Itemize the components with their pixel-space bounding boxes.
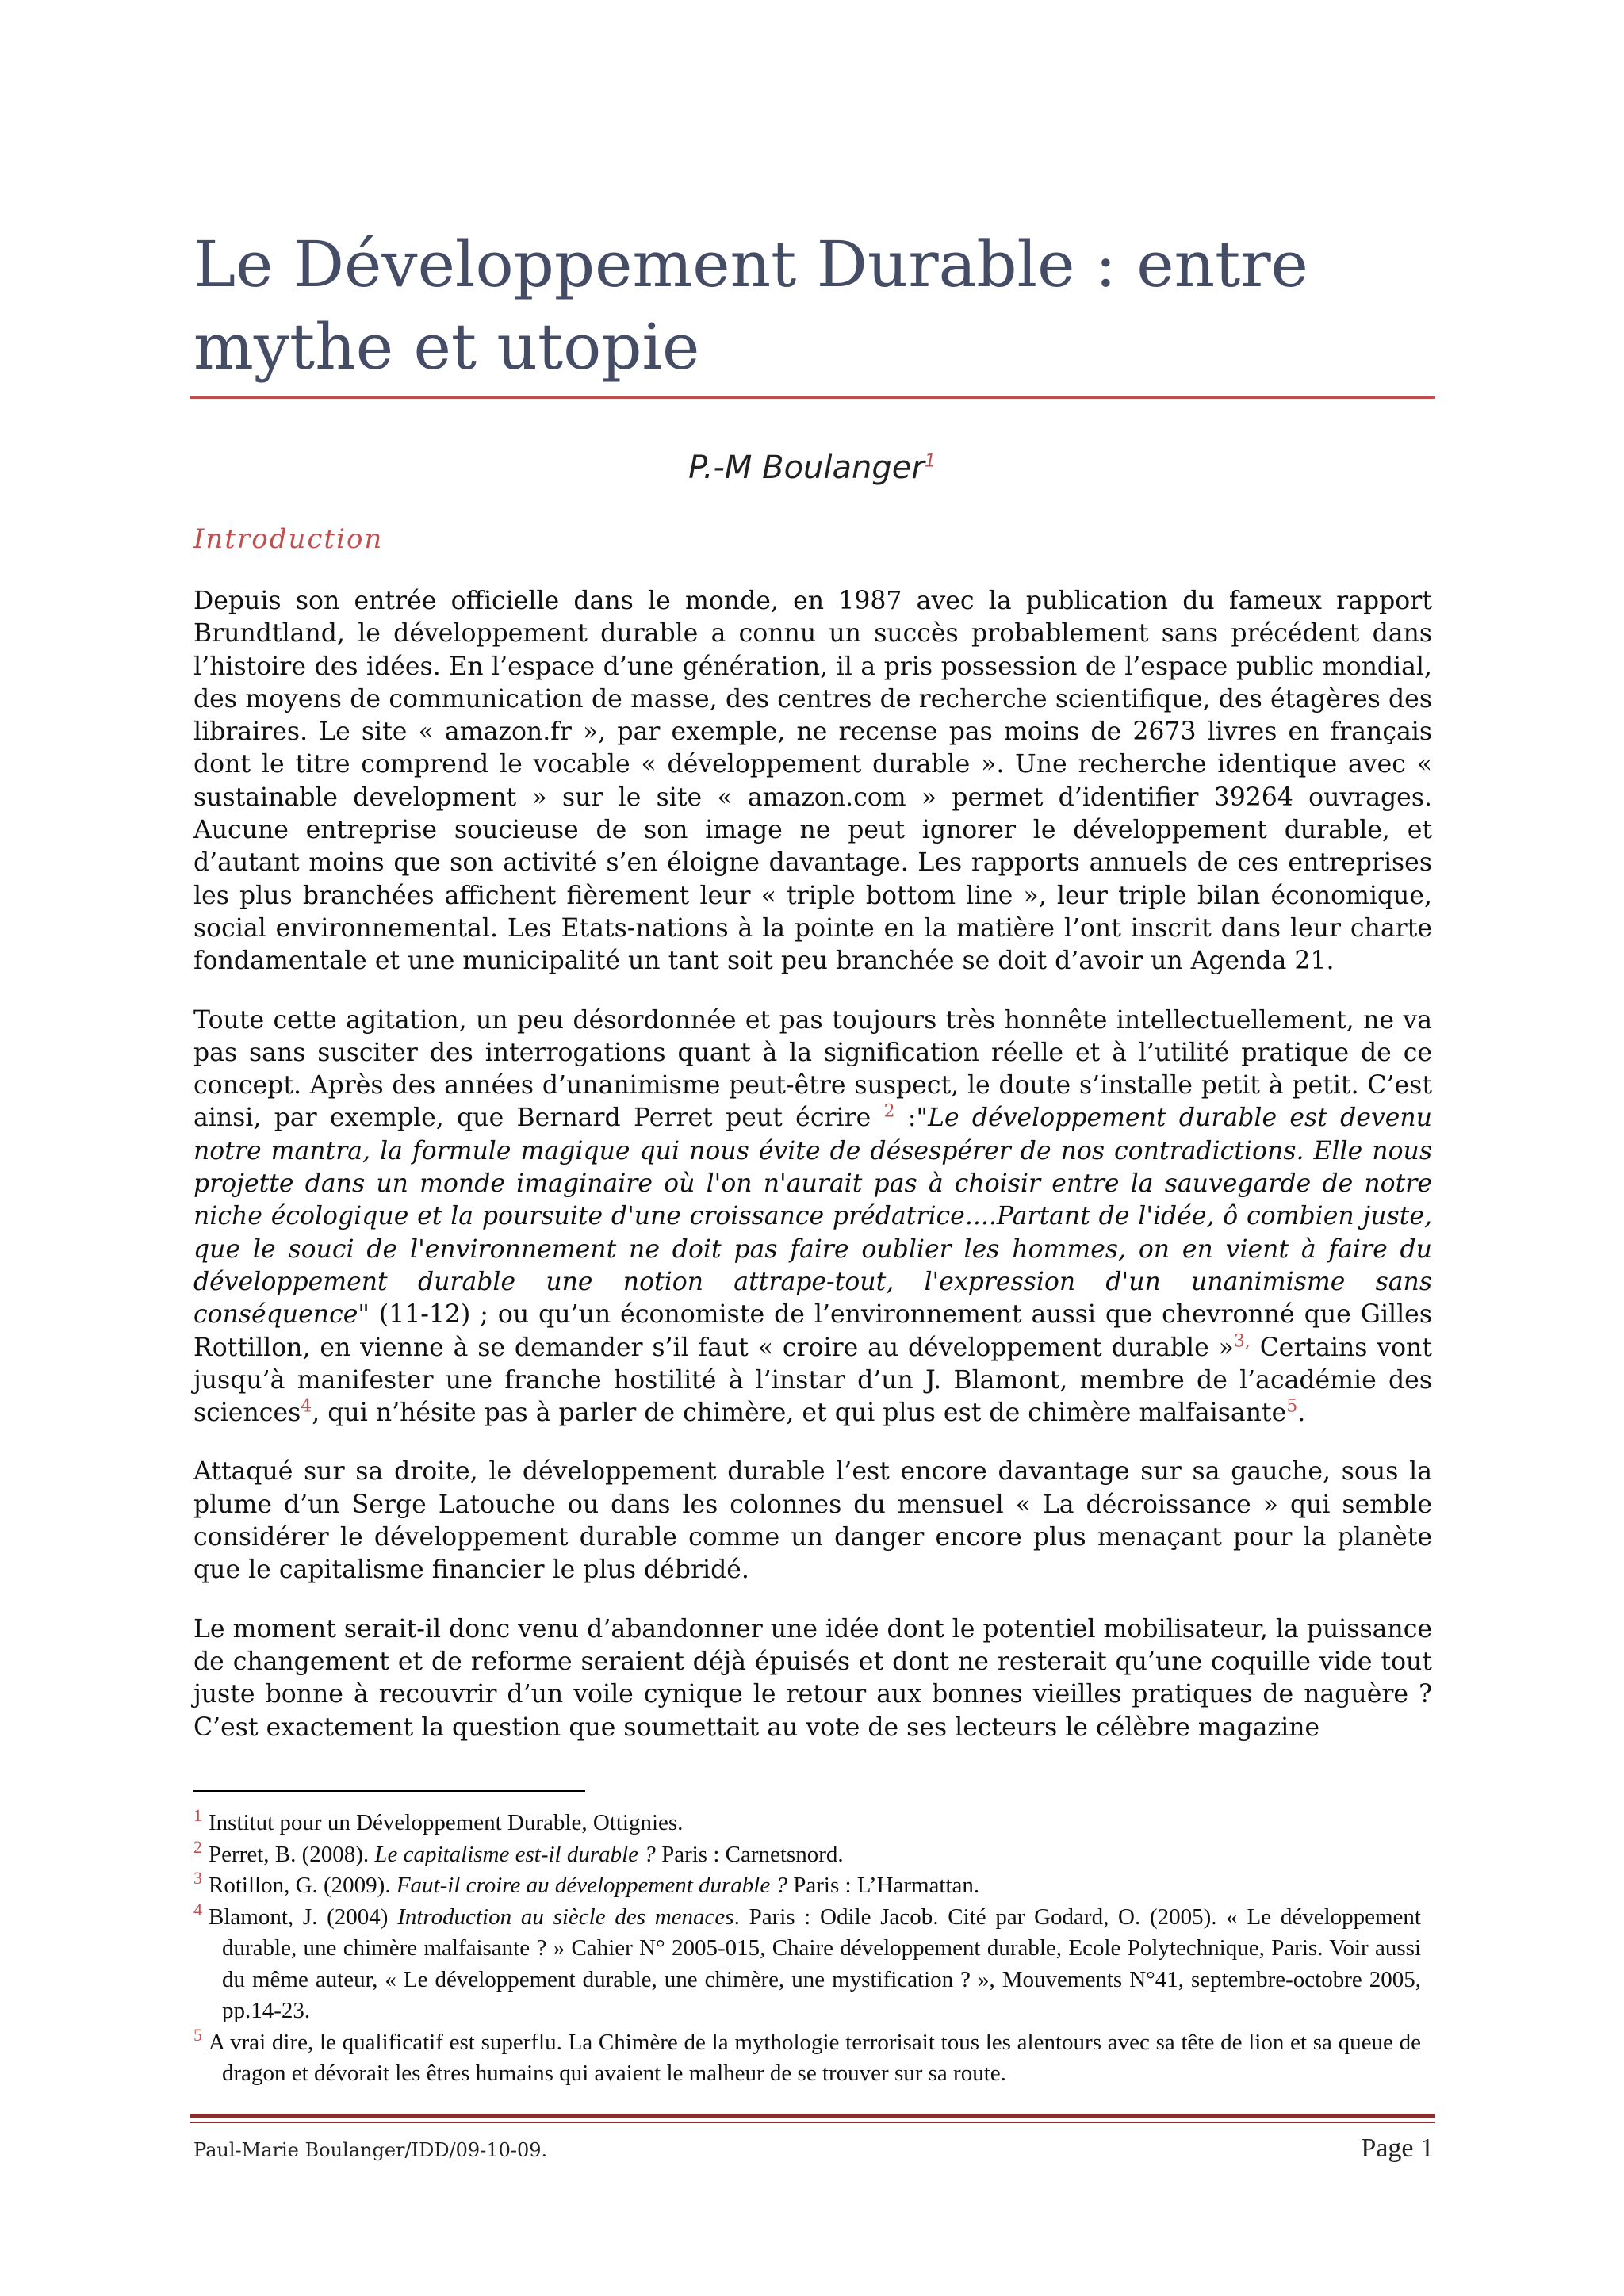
body-paragraph [193,1613,1432,1744]
footnote-ref[interactable]: 4 [301,1396,312,1417]
footer-rule-thin [190,2122,1435,2123]
text-run: Blamont, J. (2004) [209,1904,398,1930]
body-paragraph [193,1456,1432,1586]
italic-quote: Faut-il croire au développement durable ? [396,1873,787,1898]
document-title: Le Développement Durable : entre mythe et utopie [193,228,1308,384]
text-run: . Paris : Odile Jacob. Cité par Godard, O. (2005). « Le développement durable, une chimère malfaisante ? » Cahier N° 2005-015, Chaire développement durable, Ecole Polytechnique, Paris. Voir aussi du même auteur, « Le développement durable, une chimère, une mystification ? », Mouvements N°41, septembre-octobre 2005, pp.14-23. [222,1904,1421,2023]
footnote-number: 5 [193,2024,202,2045]
text-run: " (11-12) ; ou qu’un économiste de l’environnement aussi que chevronné que Gilles Rottillon, en vienne à se demander s’il faut « croire au développement durable » [193,1300,1432,1362]
footnote-number: 3 [193,1868,202,1888]
italic-quote: Le capitalisme est-il durable ? [374,1841,656,1867]
footnote-separator [193,1790,585,1792]
footnote-item [193,1836,1421,1871]
text-run: Attaqué sur sa droite, le développement durable l’est encore davantage sur sa gauche, sous la plume d’un Serge Latouche ou dans les colonnes du mensuel « La décroissance » qui semble considérer le développement durable comme un danger encore plus menaçant pour la planète que le capitalisme financier le plus débridé. [193,1457,1432,1585]
text-run: Depuis son entrée officielle dans le monde, en 1987 avec la publication du fameux rapport Brundtland, le développement durable a connu un succès probablement sans précédent dans l’histoire des idées. En l’espace d’une génération, il a pris possession de l’espace public mondial, des moyens de communication de masse, des centres de recherche scientifique, des étagères des libraires. Le site « amazon.fr », par exemple, ne recense pas moins de 2673 livres en français dont le titre comprend le vocable « développement durable ». Une recherche identique avec « sustainable development » sur le site « amazon.com » permet d’identifier 39264 ouvrages. Aucune entreprise soucieuse de son image ne peut ignorer le développement durable, et d’autant moins que son activité s’en éloigne davantage. Les rapports annuels de ces entreprises les plus branchées affichent fièrement leur « triple bottom line », leur triple bilan économique, social environnemental. Les Etats-nations à la pointe en la matière l’ont inscrit dans leur charte fondamentale et une municipalité un tant soit peu branchée se doit d’avoir un Agenda 21. [193,587,1432,976]
text-run: Certains vont jusqu’à manifester une franche hostilité à l’instar d’un J. Blamont, membre de l’académie des sciences [193,1333,1433,1428]
footnote-ref[interactable]: 5 [1286,1396,1298,1417]
footer-author-date: Paul-Marie Boulanger/IDD/09-10-09. [193,2139,548,2161]
text-run: Rotillon, G. (2009). [209,1873,396,1898]
page-number: Page 1 [1361,2133,1434,2163]
text-run: A vrai dire, le qualificatif est superflu. La Chimère de la mythologie terrorisait tous les alentours avec sa tête de lion et sa queue de dragon et dévorait les êtres humains qui avaient le malheur de se trouver sur sa route. [209,2029,1421,2086]
footnote-ref[interactable]: 3, [1233,1331,1251,1352]
footnote-item [193,1870,1421,1902]
text-run: Toute cette agitation, un peu désordonnée et pas toujours très honnête intellectuellement, ne va pas sans susciter des interrogations quant à la signification réelle et à l’utilité pratique de ce concept. Après des années d’unanimisme peut-être suspect, le doute s’installe petit à petit. C’est ainsi, par exemple, que Bernard Perret peut écrire [193,1005,1432,1133]
footnote-number: 2 [193,1836,202,1857]
body-paragraph [193,1004,1432,1430]
footnotes [193,1805,1421,2090]
footnote-number: 1 [193,1805,202,1826]
author-line [0,446,1624,490]
text-run: Paris : Carnetsnord. [655,1841,844,1867]
footnote-ref[interactable]: 2 [883,1101,895,1122]
author-footnote-ref[interactable]: 1 [924,451,936,472]
footer-rule-thick [190,2114,1435,2118]
section-heading: Introduction [193,523,384,555]
text-run: , qui n’hésite pas à parler de chimère, et qui plus est de chimère malfaisante [312,1399,1287,1428]
text-run: Institut pour un Développement Durable, Ottignies. [209,1810,684,1835]
text-run: . [1297,1399,1306,1428]
text-run: Perret, B. (2008). [209,1841,375,1867]
author-name: P.-M Boulanger [688,450,925,486]
footnote-item [193,2024,1421,2090]
text-run: Le moment serait-il donc venu d’abandonner une idée dont le potentiel mobilisateur, la puissance de changement et de reforme seraient déjà épuisés et dont ne resterait qu’une coquille vide tout juste bonne à recouvrir d’un voile cynique le retour aux bonnes vieilles pratiques de naguère ? C’est exactement la question que soumettait au vote de ses lecteurs le célèbre magazine [193,1614,1432,1742]
body-text [193,585,1432,1770]
body-paragraph [193,585,1432,978]
title-underline [190,396,1435,399]
footnote-item [193,1899,1421,2027]
text-run: :" [894,1104,929,1133]
footnote-item [193,1805,1421,1839]
italic-quote: Introduction au siècle des menaces [397,1904,734,1930]
italic-quote: Le développement durable est devenu notre mantra, la formule magique qui nous évite de désespérer de nos contradictions. Elle nous projette dans un monde imaginaire où l'on n'aurait pas à choisir entre la sauvegarde de notre niche écologique et la poursuite d'une croissance prédatrice....Partant de l'idée, ô combien juste, que le souci de l'environnement ne doit pas faire oublier les hommes, on en vient à faire du développement durable une notion attrape-tout, l'expression d'un unanimisme sans conséquence [193,1104,1433,1330]
footnote-number: 4 [193,1899,202,1919]
text-run: Paris : L’Harmattan. [787,1873,980,1898]
